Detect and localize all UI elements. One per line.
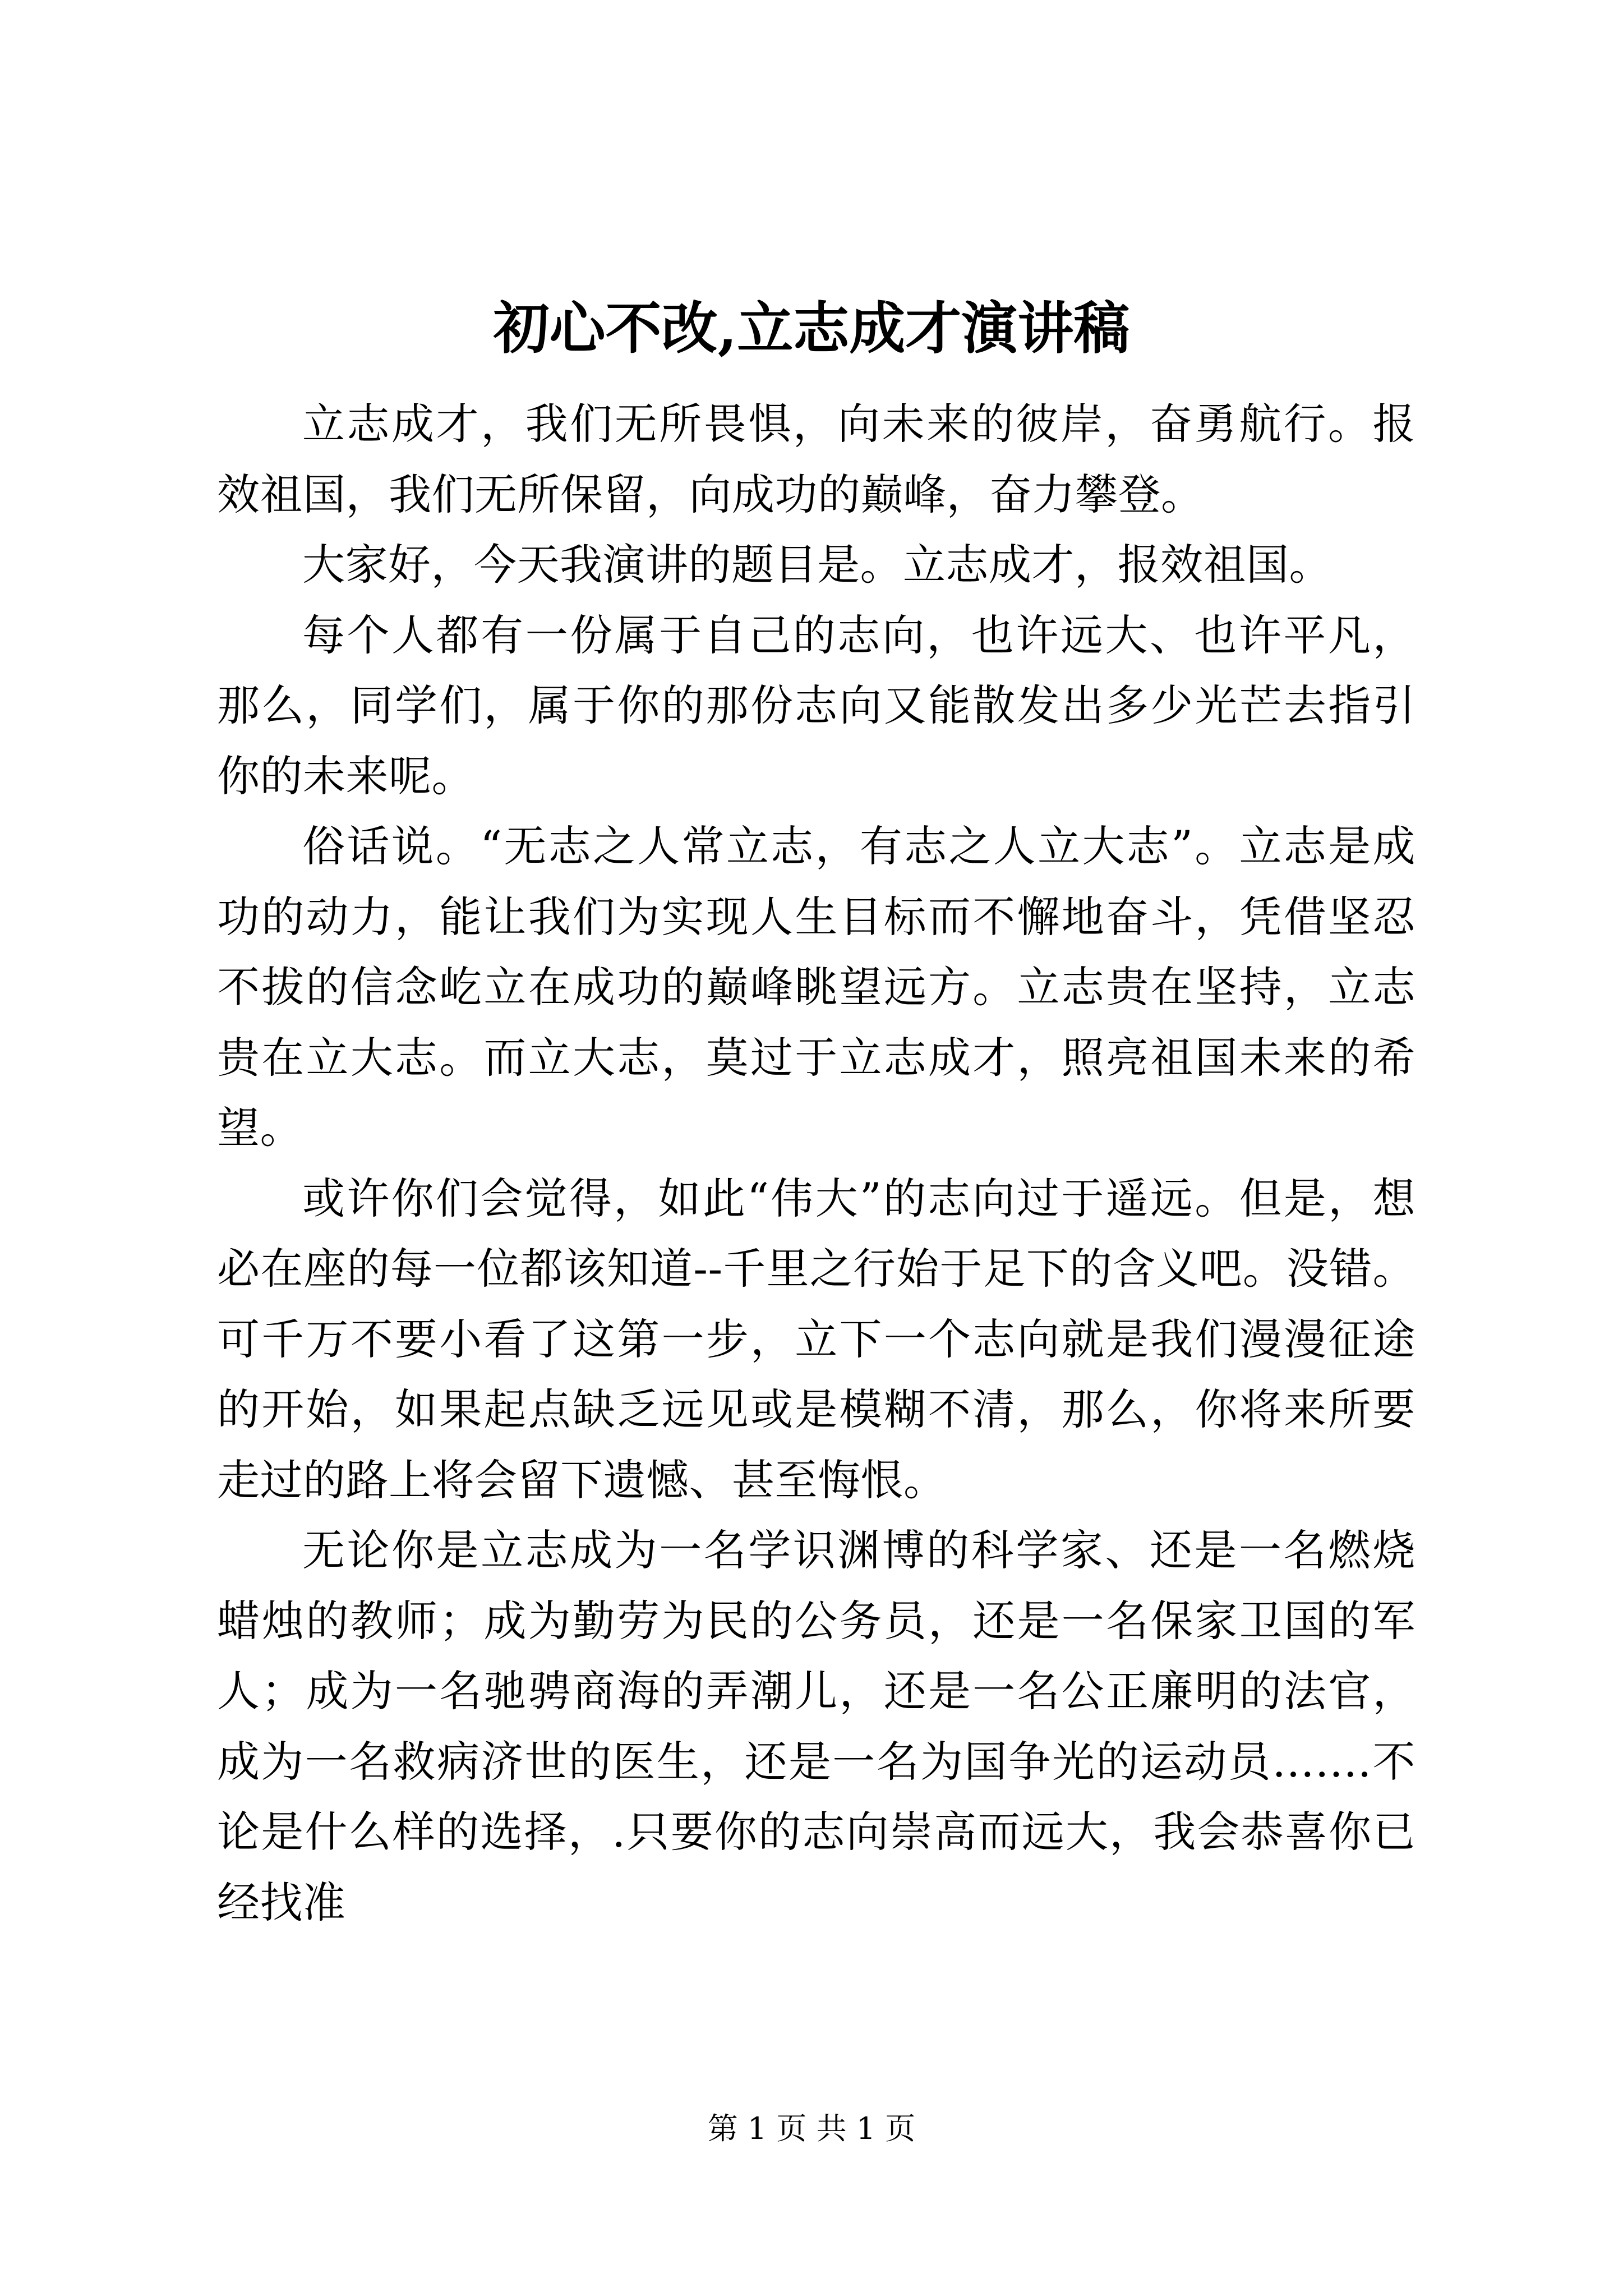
paragraph-6: 无论你是立志成为一名学识渊博的科学家、还是一名燃烧蜡烛的教师；成为勤劳为民的公务员，还是一名保家卫国的军人；成为一名驰骋商海的弄潮儿，还是一名公正廉明的法官，成为一名救病济世的医生，还是一名为国争光的运动员…….不论是什么样的选择，.只要你的志向崇高而远大，我会恭喜你已经找准 [217,1525,1415,1927]
paragraph-4: 俗话说。“无志之人常立志，有志之人立大志”。立志是成功的动力，能让我们为实现人生目标而不懈地奋斗，凭借坚忍不拔的信念屹立在成功的巅峰眺望远方。立志贵在坚持，立志贵在立大志。而立大志，莫过于立志成才，照亮祖国未来的希望。 [217,821,1415,1153]
paragraph-2: 大家好，今天我演讲的题目是。立志成才，报效祖国。 [302,540,1332,590]
document-body [217,389,1415,1938]
paragraph-1: 立志成才，我们无所畏惧，向未来的彼岸，奋勇航行。报效祖国，我们无所保留，向成功的巅峰，奋力攀登。 [217,399,1415,519]
document-title: 初心不改,立志成才演讲稿 [493,295,1130,361]
paragraph-3: 每个人都有一份属于自己的志向，也许远大、也许平凡，那么，同学们，属于你的那份志向又能散发出多少光芒去指引你的未来呢。 [217,610,1415,801]
paragraph-5: 或许你们会觉得，如此“伟大”的志向过于遥远。但是，想必在座的每一位都该知道--千里之行始于足下的含义吧。没错。可千万不要小看了这第一步，立下一个志向就是我们漫漫征途的开始，如果起点缺乏远见或是模糊不清，那么，你将来所要走过的路上将会留下遗憾、甚至悔恨。 [217,1173,1415,1505]
page-footer: 第 1 页 共 1 页 [707,2111,916,2146]
